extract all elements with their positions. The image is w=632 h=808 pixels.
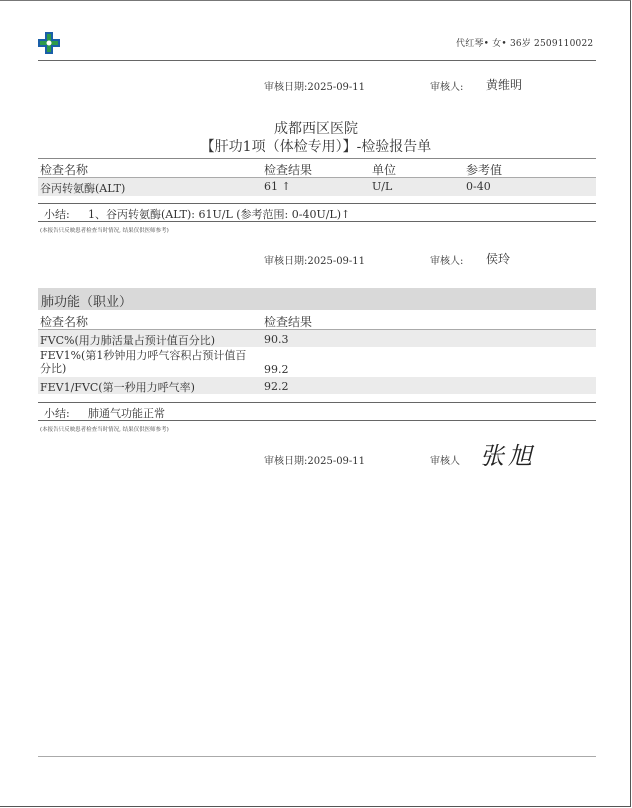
disclaimer-1: (本报告只反映患者检查当时情况, 结果仅供医师参考)	[40, 228, 169, 234]
table1-row-result: 61 ↑	[264, 180, 291, 193]
table1-header-name: 检查名称	[40, 163, 89, 177]
reviewer-label-1: 审核人:	[430, 82, 464, 93]
patient-info: 代红琴• 女• 36岁 2509110022	[456, 39, 594, 49]
review-date-1: 审核日期:2025-09-11	[264, 82, 366, 93]
table1-header-ref: 参考值	[466, 163, 503, 177]
table2-row1-result: 90.3	[264, 333, 289, 346]
section2-title: 肺功能（职业）	[41, 295, 133, 310]
review-date-2: 审核日期:2025-09-11	[264, 256, 366, 267]
reviewer-signature-3: 张旭	[480, 442, 536, 470]
summary1-label: 小结:	[44, 208, 70, 221]
report-title: 【肝功1项（体检专用）】-检验报告单	[200, 139, 432, 155]
disclaimer-2: (本报告只反映患者检查当时情况, 结果仅供医师参考)	[40, 427, 169, 433]
table2-header-name: 检查名称	[40, 315, 89, 329]
table2-row1-name: FVC%(用力肺活量占预计值百分比)	[40, 334, 216, 347]
reviewer-label-2: 审核人:	[430, 256, 464, 267]
table2-row2-name: FEV1%(第1秒钟用力呼气容积占预计值百分比)	[40, 349, 247, 375]
review-date-3: 审核日期:2025-09-11	[264, 456, 366, 467]
table2-row3-name: FEV1/FVC(第一秒用力呼气率)	[40, 381, 195, 394]
table1-header-result: 检查结果	[264, 163, 313, 177]
reviewer-name-1: 黄维明	[486, 78, 523, 92]
table1-row-name: 谷丙转氨酶(ALT)	[40, 182, 126, 195]
table1-top-rule	[38, 158, 596, 159]
summary2-top-rule	[38, 402, 596, 403]
table2-row3-result: 92.2	[264, 380, 289, 393]
header-divider	[38, 60, 596, 61]
table1-header-unit: 单位	[372, 163, 397, 177]
summary1-top-rule	[38, 203, 596, 204]
reviewer-name-2: 侯玲	[486, 252, 511, 266]
table2-row2-result: 99.2	[264, 363, 289, 376]
hospital-logo-icon	[38, 32, 60, 54]
summary1-text: 1、谷丙转氨酶(ALT): 61U/L (参考范围: 0-40U/L)↑	[88, 208, 351, 221]
summary1-bottom-rule	[38, 221, 596, 222]
table2-header-result: 检查结果	[264, 315, 313, 329]
footer-divider	[38, 756, 596, 757]
summary2-bottom-rule	[38, 420, 596, 421]
table1-row-unit: U/L	[372, 180, 393, 193]
summary2-text: 肺通气功能正常	[88, 407, 165, 420]
summary2-label: 小结:	[44, 407, 70, 420]
reviewer-label-3: 审核人	[430, 456, 460, 467]
table1-row-ref: 0-40	[466, 180, 491, 193]
hospital-name: 成都西区医院	[274, 121, 358, 137]
